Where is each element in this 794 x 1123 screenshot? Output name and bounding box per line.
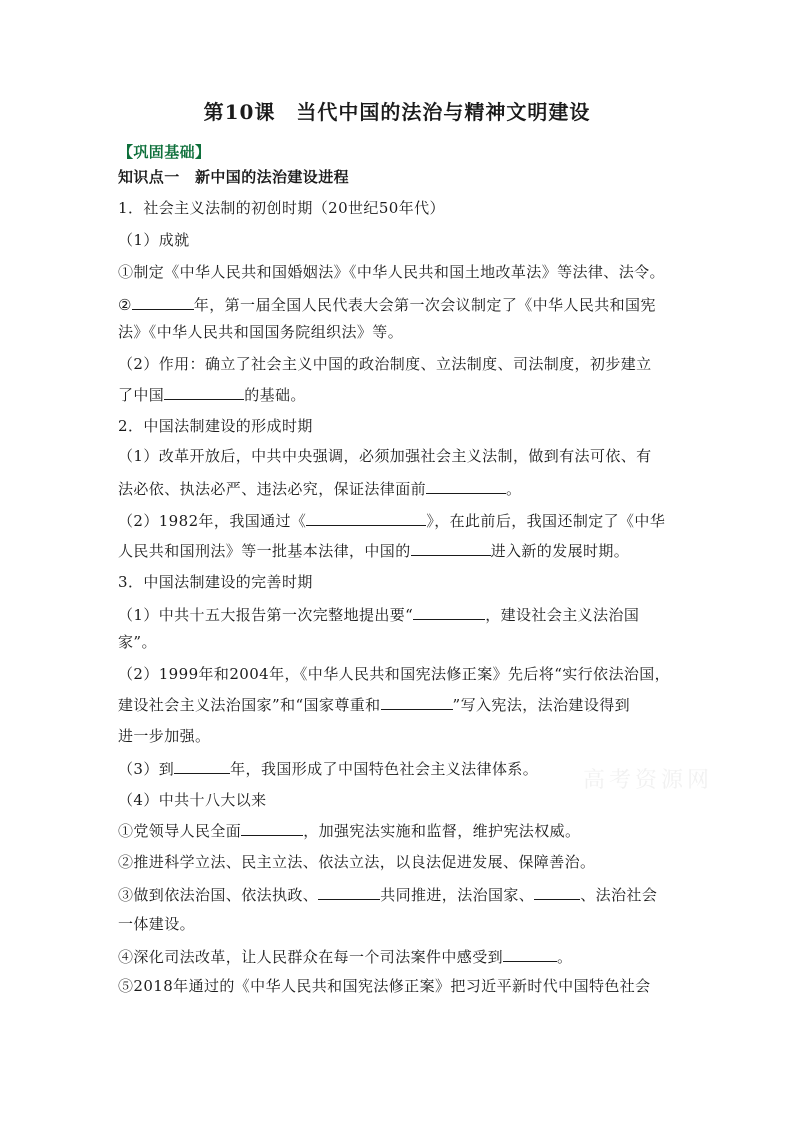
section-2-heading: 2．中国法制建设的形成时期 (118, 417, 313, 435)
fill-blank (534, 884, 580, 900)
text: 的基础。 (244, 386, 306, 404)
text: （3）到 (118, 760, 175, 778)
section-1-heading: 1．社会主义法制的初创时期（20世纪50年代） (118, 199, 445, 217)
sub-heading-achievements: （1）成就 (118, 231, 190, 249)
text: ，加强宪法实施和监督，维护宪法权威。 (303, 822, 581, 840)
fill-blank (411, 540, 491, 556)
fill-blank (306, 510, 426, 526)
lesson-title: 第10课 当代中国的法治与精神文明建设 (203, 100, 591, 124)
watermark: 高考资源网 (583, 768, 714, 793)
text: ③做到依法治国、依法执政、 (118, 886, 319, 904)
fill-blank (132, 294, 194, 310)
text: 进入新的发展时期。 (490, 542, 630, 560)
section-3-heading: 3．中国法制建设的完善时期 (118, 573, 313, 591)
knowledge-point-heading: 知识点一 新中国的法治建设进程 (118, 168, 350, 186)
fill-blank (241, 820, 303, 836)
paragraph (118, 604, 688, 625)
paragraph-continued (118, 694, 688, 715)
list-item (118, 820, 688, 841)
text: ①党领导人民全面 (118, 822, 242, 840)
list-item: ⑤2018年通过的《中华人民共和国宪法修正案》把习近平新时代中国特色社会 (118, 977, 651, 995)
list-item (118, 294, 688, 315)
section-tag: 【巩固基础】 (118, 143, 211, 161)
paragraph: （1）改革开放后，中共中央强调，必须加强社会主义法制，做到有法可依、有 (118, 447, 652, 465)
paragraph-continued: 进一步加强。 (118, 727, 211, 745)
text: 、法治社会 (580, 886, 658, 904)
text: ④深化司法改革，让人民群众在每一个司法案件中感受到 (118, 948, 504, 966)
sub-heading: （4）中共十八大以来 (118, 791, 267, 809)
paragraph: （2）作用：确立了社会主义中国的政治制度、立法制度、司法制度，初步建立 (118, 355, 652, 373)
paragraph-continued: 家”。 (118, 633, 157, 651)
text: ② (118, 296, 132, 314)
fill-blank (174, 758, 230, 774)
text: （2）1982年，我国通过《 (118, 512, 307, 530)
text: 年，我国形成了中国特色社会主义法律体系。 (230, 760, 539, 778)
text: （1）中共十五大报告第一次完整地提出要“ (118, 606, 414, 624)
fill-blank (503, 946, 557, 962)
list-item-continued: 法》《中华人民共和国国务院组织法》等。 (118, 323, 404, 341)
text: 》，在此前后，我国还制定了《中华 (426, 512, 666, 530)
text: 共同推进，法治国家、 (380, 886, 535, 904)
fill-blank (413, 604, 485, 620)
paragraph (118, 510, 688, 531)
list-item: ②推进科学立法、民主立法、依法立法，以良法促进发展、保障善治。 (118, 853, 596, 871)
paragraph-continued (118, 478, 688, 499)
text: 。 (557, 948, 573, 966)
fill-blank (164, 384, 244, 400)
text: 了中国 (118, 386, 165, 404)
fill-blank (426, 478, 506, 494)
text: ”写入宪法，法治建设得到 (452, 696, 631, 714)
text: 人民共和国刑法》等一批基本法律，中国的 (118, 542, 411, 560)
list-item (118, 884, 688, 905)
list-item: ①制定《中华人民共和国婚姻法》《中华人民共和国土地改革法》等法律、法令。 (118, 263, 665, 281)
paragraph: （2）1999年和2004年，《中华人民共和国宪法修正案》先后将“实行依法治国， (118, 665, 671, 683)
list-item-continued: 一体建设。 (118, 915, 196, 933)
fill-blank (381, 694, 453, 710)
text: ，建设社会主义法治国 (485, 606, 640, 624)
text: 建设社会主义法治国家”和“国家尊重和 (118, 696, 381, 714)
paragraph-continued (118, 384, 688, 405)
list-item (118, 946, 688, 967)
paragraph-continued (118, 540, 688, 561)
text: 。 (506, 480, 522, 498)
text: 法必依、执法必严、违法必究，保证法律面前 (118, 480, 427, 498)
text: 年，第一届全国人民代表大会第一次会议制定了《中华人民共和国宪 (193, 296, 656, 314)
fill-blank (318, 884, 380, 900)
